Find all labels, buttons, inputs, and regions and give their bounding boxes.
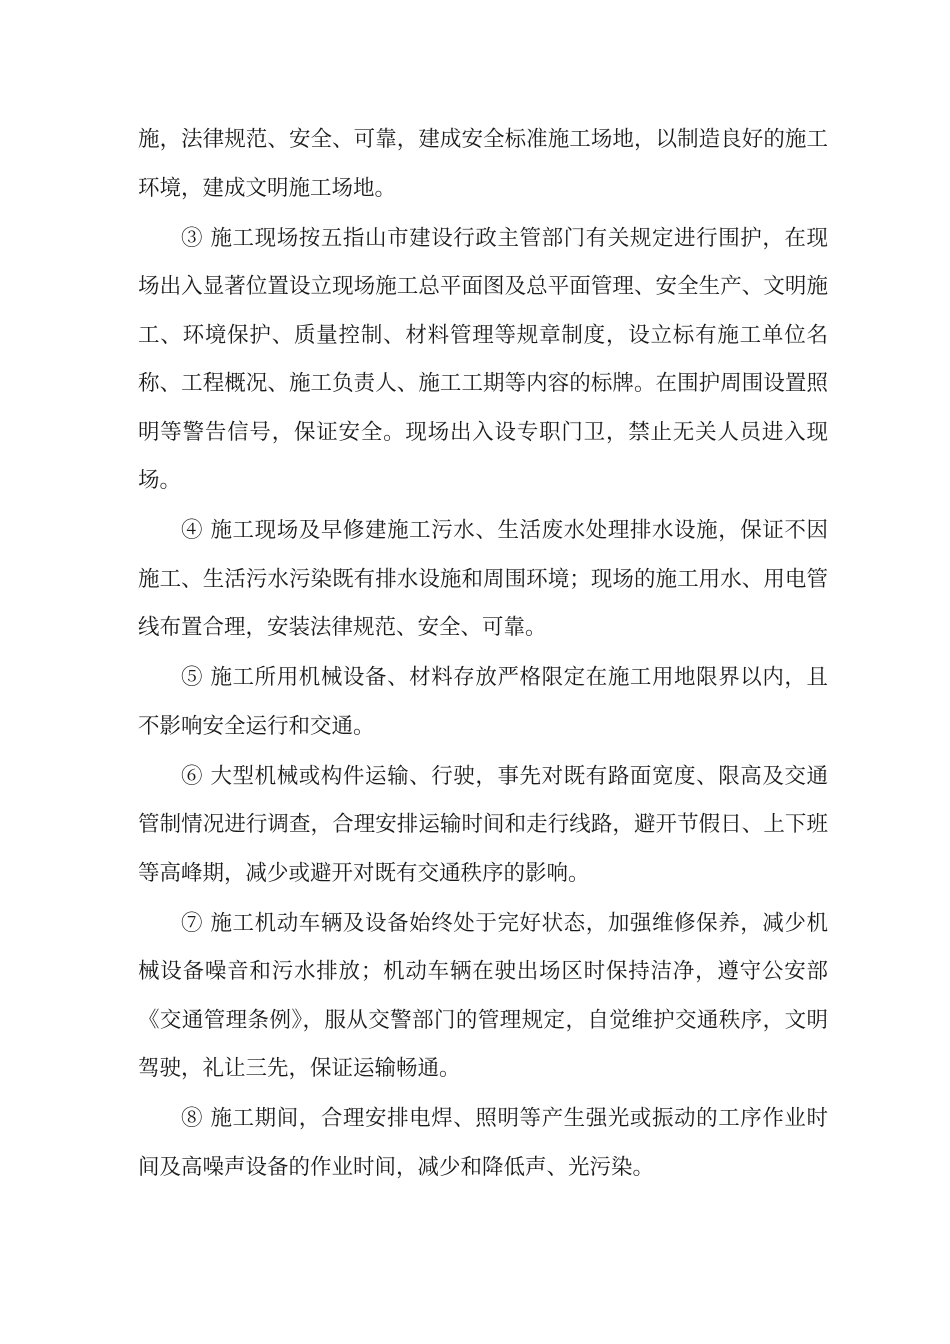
document-body	[138, 116, 828, 1194]
paragraph-item-6: ⑥ 大型机械或构件运输、行驶，事先对既有路面宽度、限高及交通管制情况进行调查，合理安排运输时间和走行线路，避开节假日、上下班等高峰期，减少或避开对既有交通秩序的影响。	[138, 763, 828, 886]
paragraph-item-7: ⑦ 施工机动车辆及设备始终处于完好状态，加强维修保养，减少机械设备噪音和污水排放；机动车辆在驶出场区时保持洁净，遵守公安部《交通管理条例》，服从交警部门的管理规定，自觉维护交通秩序，文明驾驶，礼让三先，保证运输畅通。	[138, 910, 828, 1081]
paragraph-item-5: ⑤ 施工所用机械设备、材料存放严格限定在施工用地限界以内，且不影响安全运行和交通。	[138, 665, 828, 739]
paragraph-item-8: ⑧ 施工期间，合理安排电焊、照明等产生强光或振动的工序作业时间及高噪声设备的作业时间，减少和降低声、光污染。	[138, 1106, 828, 1180]
paragraph-item-3: ③ 施工现场按五指山市建设行政主管部门有关规定进行围护，在现场出入显著位置设立现场施工总平面图及总平面管理、安全生产、文明施工、环境保护、质量控制、材料管理等规章制度，设立标有施工单位名称、工程概况、施工负责人、施工工期等内容的标牌。在围护周围设置照明等警告信号，保证安全。现场出入设专职门卫，禁止无关人员进入现场。	[138, 225, 828, 493]
paragraph-continuation: 施，法律规范、安全、可靠，建成安全标准施工场地，以制造良好的施工环境，建成文明施工场地。	[138, 127, 828, 201]
paragraph-item-4: ④ 施工现场及早修建施工污水、生活废水处理排水设施，保证不因施工、生活污水污染既有排水设施和周围环境；现场的施工用水、用电管线布置合理，安装法律规范、安全、可靠。	[138, 518, 828, 640]
